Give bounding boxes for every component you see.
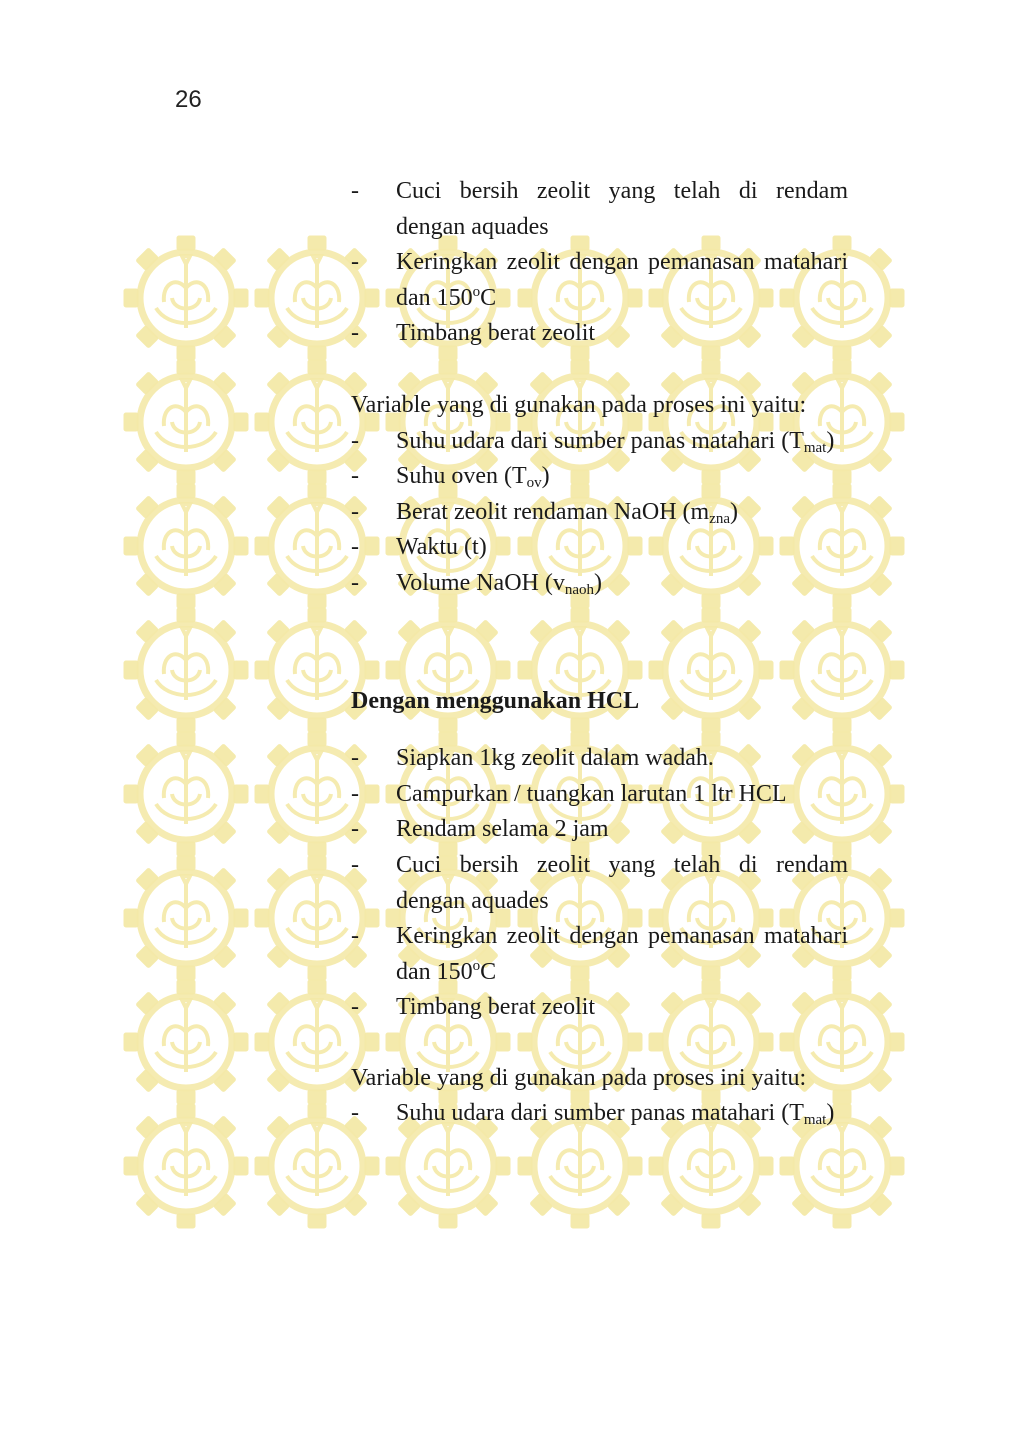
list-item: - Timbang berat zeolit <box>351 990 848 1026</box>
variables-list <box>351 424 848 602</box>
page-number: 26 <box>175 86 202 113</box>
its-emblem-icon <box>124 980 248 1104</box>
variables-intro: Variable yang di gunakan pada proses ini yaitu: <box>351 391 807 418</box>
section-heading: Dengan menggunakan HCL <box>351 687 640 714</box>
subscript: mat <box>803 1112 827 1129</box>
superscript: o <box>472 957 481 974</box>
list-item: - Volume NaOH $(v_{naoh})$ <box>351 566 848 602</box>
list-item: - Siapkan 1kg zeolit dalam wadah. <box>351 741 848 777</box>
list-item: - Cuci bersih zeolit yang telah di rendam dengan aquades <box>351 848 848 919</box>
its-emblem-icon <box>124 1104 248 1228</box>
its-emblem-icon <box>124 732 248 856</box>
its-emblem-icon <box>124 608 248 732</box>
subscript: naoh <box>564 581 595 598</box>
its-emblem-icon <box>124 236 248 360</box>
list-item: - Cuci bersih zeolit yang telah di rendam dengan aquades <box>351 174 848 245</box>
list-item: - Timbang berat zeolit <box>351 316 848 352</box>
its-emblem-icon <box>124 484 248 608</box>
list-item: - Berat zeolit rendaman NaOH $(m_{zna})$ <box>351 495 848 531</box>
list-item: - Keringkan zeolit dengan pemanasan matahari dan 150$^o$C <box>351 919 848 990</box>
list-item: - Waktu (t) <box>351 530 848 566</box>
document-body <box>351 174 848 1132</box>
list-item: - Suhu udara dari sumber panas matahari $(T_{mat})$ <box>351 424 848 460</box>
its-emblem-icon <box>124 360 248 484</box>
process-steps-list <box>351 174 848 352</box>
list-item: - Rendam selama 2 jam <box>351 812 848 848</box>
variables-intro: Variable yang di gunakan pada proses ini yaitu: <box>351 1064 807 1091</box>
variables-list <box>351 1096 848 1132</box>
subscript: mat <box>803 439 827 456</box>
subscript: zna <box>709 510 731 527</box>
list-item: - Suhu oven $(T_{ov})$ <box>351 459 848 495</box>
list-item: - Campurkan / tuangkan larutan 1 ltr HCL <box>351 777 848 813</box>
its-emblem-icon <box>124 856 248 980</box>
hcl-steps-list <box>351 741 848 1026</box>
subscript: ov <box>526 475 542 492</box>
superscript: o <box>472 283 481 300</box>
list-item: - Keringkan zeolit dengan pemanasan matahari dan 150$^o$C <box>351 245 848 316</box>
list-item: - Suhu udara dari sumber panas matahari $(T_{mat})$ <box>351 1096 848 1132</box>
